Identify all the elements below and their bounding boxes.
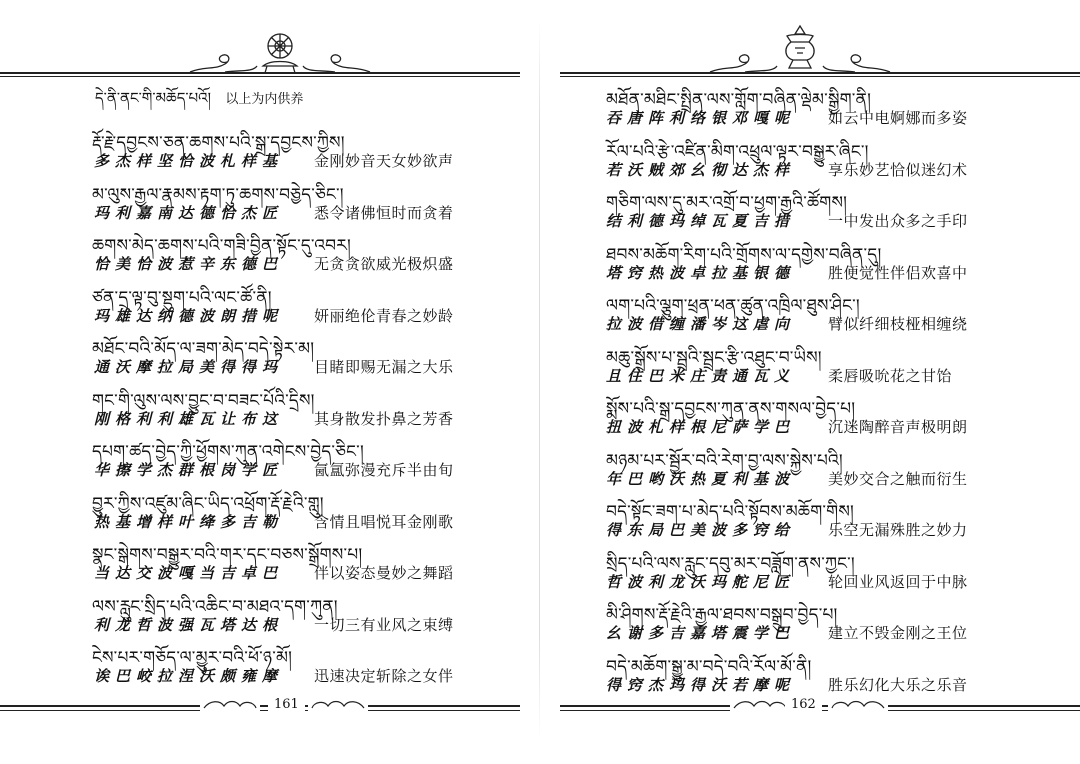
verse-chinese: 建立不毁金刚之王位	[828, 624, 968, 642]
verse-tibetan: ཆགས་མེད་ཆགས་པའི་གཟི་བྱིན་སྟོང་དུ་འབར།	[92, 236, 351, 256]
verse-transliteration: 通沃摩拉局美得得玛	[94, 358, 284, 376]
header-tibetan: དེ་ནི་ནང་གི་མཆོད་པའོ།	[95, 89, 211, 107]
verse-tibetan: ལས་རླུང་སྲིད་པའི་འཆིང་བ་མཐའ་དག་ཀུན།	[92, 596, 338, 617]
verse-transliteration: 得窍杰玛得沃若摩呢	[606, 675, 796, 694]
verse-transliteration: 结利德玛绰瓦夏吉措	[606, 212, 796, 230]
verse-tibetan: གང་གི་ལུས་ལས་བྱུང་བ་བཟང་པོའི་དྲིས།	[92, 390, 315, 411]
cloud-scroll-ornament-icon	[200, 694, 260, 714]
verse-tibetan: མཉམ་པར་སྦྱོར་བའི་རེག་བྱ་ལས་སྐྱེས་པའི།	[606, 450, 843, 471]
verse-chinese: 胜乐幻化大乐之乐音	[828, 675, 968, 694]
footer-rule-thin	[0, 710, 520, 711]
verse-tibetan: རྡོ་རྗེ་དབྱངས་ཅན་ཆགས་པའི་སྒྲ་དབྱངས་ཀྱིས།	[92, 133, 345, 153]
verse-chinese: 沉迷陶醉音声极明朗	[828, 418, 968, 436]
verse-chinese: 伴以姿态曼妙之舞蹈	[314, 564, 454, 582]
verse-transliteration: 多杰样坚恰波札样基	[94, 152, 284, 170]
verse-transliteration: 且住巴米庄责通瓦义	[606, 366, 796, 385]
verse-transliteration: 利龙哲波强瓦塔达根	[94, 615, 284, 634]
verse-tibetan: བདེ་སྟོང་ཟག་པ་མེད་པའི་སྟོབས་མཆོག་གིས།	[606, 502, 854, 522]
verse-tibetan: བྱུར་ཀྱིས་འཛུམ་ཞིང་ཡིད་འཕྲོག་རྡོ་རྗེའི་གླུ།	[92, 493, 324, 514]
verse-transliteration: 华擦学杰群根岗学匠	[94, 461, 284, 479]
verse-chinese: 氤氲弥漫充斥半由旬	[314, 461, 454, 479]
verse-transliteration: 扭波札样根尼萨学巴	[606, 418, 796, 436]
verse-tibetan: ཐབས་མཆོག་རིག་པའི་གྲོགས་ལ་དགྱེས་བཞིན་དུ།	[606, 244, 882, 265]
verse-transliteration: 幺谢多吉嘉塔震学巴	[606, 624, 796, 642]
treasure-vase-ornament-icon	[705, 22, 895, 76]
verse-chinese: 一中发出众多之手印	[828, 212, 968, 230]
verse-chinese: 柔唇吸吮花之甘饴	[828, 366, 953, 385]
verse-chinese: 无贪贪欲威光极炽盛	[314, 255, 454, 273]
verse-chinese: 乐空无漏殊胜之妙力	[828, 521, 968, 539]
verse-tibetan: བདེ་མཆོག་སྒྱུ་མ་བདེ་བའི་རོལ་མོ་ནི།	[606, 656, 812, 677]
right-page	[540, 0, 1080, 764]
header-rule-thin	[560, 76, 1080, 77]
verse-transliteration: 玛利嘉南达德恰杰匠	[94, 203, 284, 222]
cloud-scroll-ornament-icon	[730, 694, 790, 714]
verse-tibetan: སྨོས་པའི་སྒྲ་དབྱངས་ཀུན་ནས་གསལ་བྱེད་པ།	[606, 399, 856, 419]
verse-chinese: 金刚妙音天女妙欲声	[314, 152, 454, 170]
verse-chinese: 胜便觉性伴侣欢喜中	[828, 263, 968, 282]
page-number: 162	[785, 697, 822, 712]
dharma-wheel-ornament-icon	[185, 26, 375, 76]
header-rule	[0, 72, 520, 74]
verse-tibetan: མཐོན་མཐིང་སྤྲིན་ལས་གློག་བཞིན་ལྡེམ་སྒྱིག་ནི།	[606, 90, 872, 110]
verse-tibetan: མཐོང་བའི་མོད་ལ་ཟག་མེད་བདེ་སྟེར་མ།	[92, 339, 315, 359]
verse-transliteration: 刚格利利雄瓦让布这	[94, 409, 284, 428]
verse-transliteration: 热基增样叶绛多吉勒	[94, 512, 284, 531]
verse-tibetan: ལག་པའི་ལྕུག་ཕྲན་ཕན་ཚུན་འཁྲིལ་ཐུས་ཤིང་།	[606, 296, 860, 316]
page-number: 161	[268, 697, 305, 712]
section-header	[95, 82, 303, 124]
verse-transliteration: 诶巴峧拉涅沃颇雍摩	[94, 667, 284, 685]
cloud-scroll-ornament-icon	[828, 694, 888, 714]
verse-chinese: 迅速决定斩除之女伴	[314, 667, 454, 685]
verse-chinese: 其身散发扑鼻之芳香	[314, 409, 454, 428]
verse-tibetan: གཅིག་ལས་དུ་མར་འགྲོ་བ་ཕྱག་རྒྱའི་ཚོགས།	[606, 193, 848, 213]
verse-tibetan: སྲིད་པའི་ལས་རླུང་དབུ་མར་བཟློག་ནས་ཀྱང་།	[606, 553, 855, 574]
verse-chinese: 目睹即赐无漏之大乐	[314, 358, 454, 376]
verse-tibetan: མི་ཤིགས་རྡོ་རྗེའི་རྒྱལ་ཐབས་བསྒྲུབ་བྱེད་པ།	[606, 605, 838, 625]
verse-transliteration: 年巴哟沃热夏利基波	[606, 469, 796, 488]
footer-rule	[0, 705, 520, 707]
verse-tibetan: ངེས་པར་གཅོད་ལ་མྱུར་བའི་ཕོ་ཉ་མོ།	[92, 648, 293, 668]
verse-transliteration: 恰美恰波惹辛东德巴	[94, 255, 284, 273]
verse-transliteration: 若沃贼郊幺彻达杰样	[606, 160, 796, 179]
verse-transliteration: 玛雄达纳德波朗措呢	[94, 306, 284, 325]
verse-tibetan: སྣང་སྒེགས་བསྒྱུར་བའི་གར་དང་བཅས་སྒྲོགས་པ།	[92, 545, 363, 565]
verse-chinese: 悉令诸佛恒时而贪着	[314, 203, 454, 222]
verse-chinese: 一切三有业风之束缚	[314, 615, 454, 634]
verse-chinese: 如云中电婀娜而多姿	[828, 109, 968, 127]
verse-tibetan: མ་ལུས་རྒྱལ་རྣམས་རྟག་ཏུ་ཆགས་བཅྱེད་ཅིང་།	[92, 184, 344, 205]
verse-transliteration: 拉波借缠潘岑这虐向	[606, 315, 796, 333]
verse-transliteration: 当达交波嘎当吉卓巴	[94, 564, 284, 582]
verse-chinese: 美妙交合之触而衍生	[828, 469, 968, 488]
verse-transliteration: 吞唐阵利络银邓嘎呢	[606, 109, 796, 127]
verse-chinese: 臂似纤细枝桠相缠绕	[828, 315, 968, 333]
header-rule	[560, 72, 1080, 74]
header-chinese: 以上为内供养	[225, 92, 304, 107]
cloud-scroll-ornament-icon	[308, 694, 368, 714]
header-rule-thin	[0, 76, 520, 77]
verse-chinese: 轮回业风返回于中脉	[828, 572, 968, 591]
verse-transliteration: 哲波利龙沃玛舵尼匠	[606, 572, 796, 591]
verse-tibetan: རོལ་པའི་རྩེ་འཛིན་མིག་འཕྲུལ་ལྟར་བསྒྱུར་ཞིང་།	[606, 141, 869, 162]
verse-chinese: 享乐妙艺恰似迷幻术	[828, 160, 968, 179]
verse-tibetan: དཔག་ཚད་བྱེད་ཀྱི་ཕྱོགས་ཀུན་འགེངས་བྱེད་ཅིང་།	[92, 442, 364, 462]
verse-transliteration: 得东局巴美波多窍给	[606, 521, 796, 539]
verse-chinese: 含情且唱悦耳金刚歌	[314, 512, 454, 531]
verse-tibetan: ཙན་དྲ་ལྟ་བུ་སྡུག་པའི་ལང་ཚོ་ནི།	[92, 287, 272, 308]
verse-transliteration: 塔窍热波卓拉基银德	[606, 263, 796, 282]
verse-tibetan: མཆུ་སྒྲོས་པ་སྦྲའི་སྦྲང་རྩི་འཐུང་བ་ཡིས།	[606, 347, 822, 368]
verse-chinese: 妍丽绝伦青春之妙龄	[314, 306, 454, 325]
